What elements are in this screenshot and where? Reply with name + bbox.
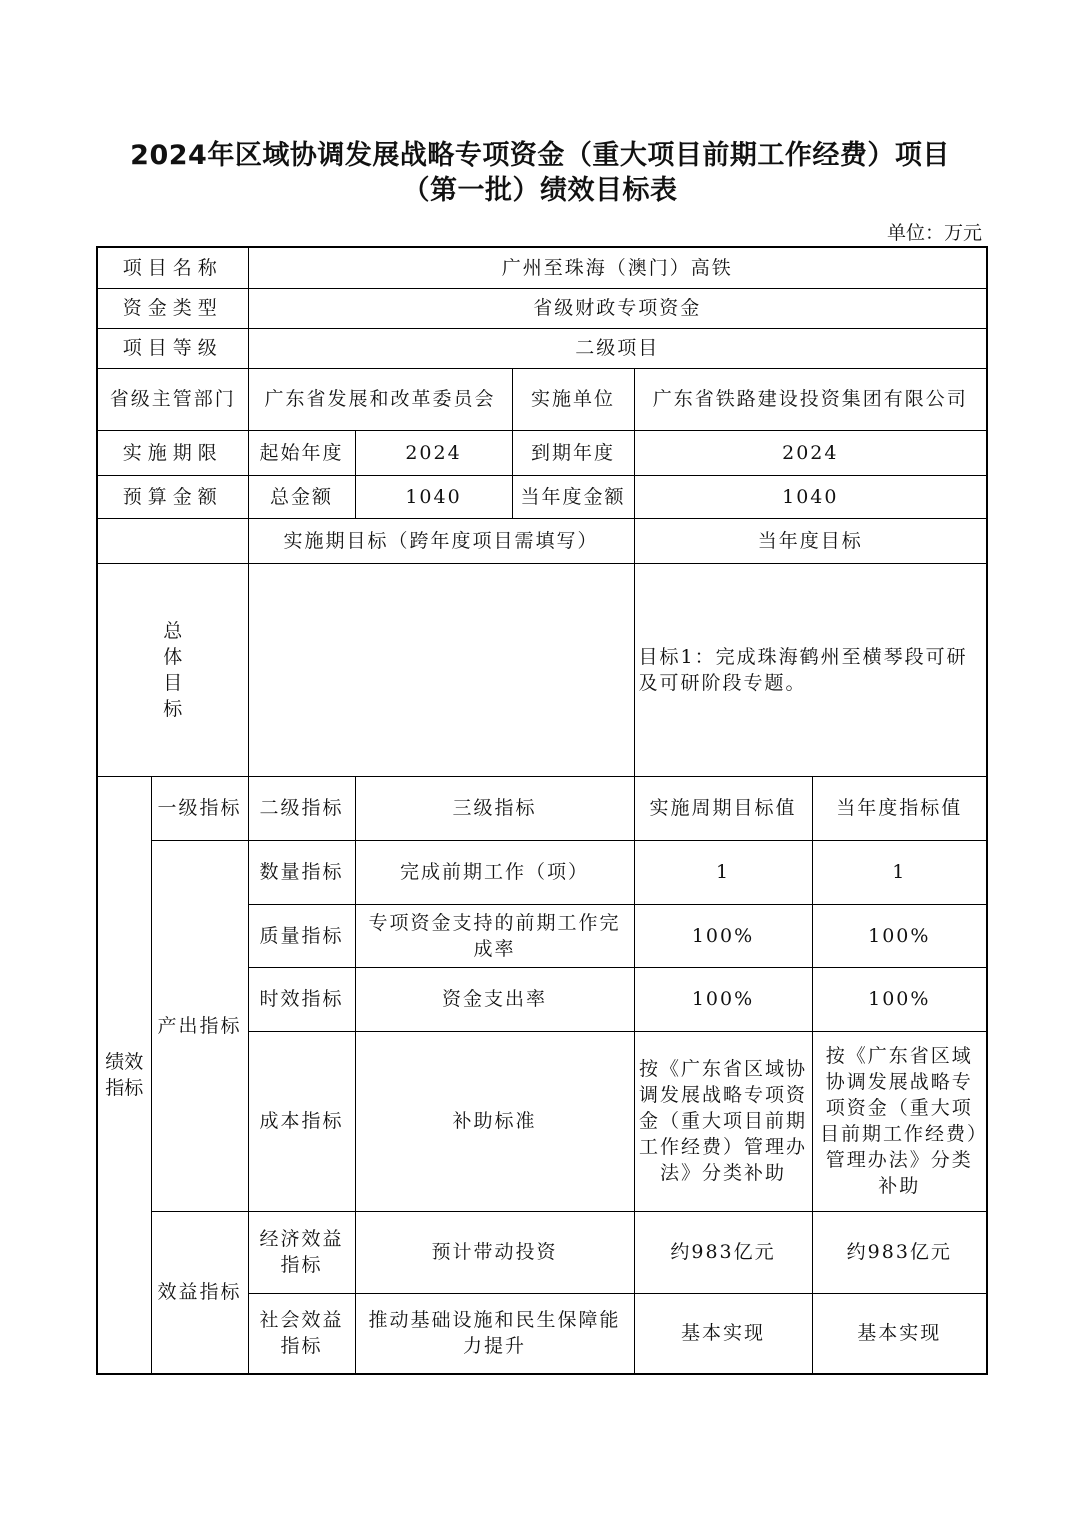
table-row-period-value: 基本实现 (634, 1293, 812, 1374)
table-row-level2: 质量指标 (248, 904, 355, 967)
project-level-value: 二级项目 (248, 328, 987, 368)
year-goal-header: 当年度目标 (634, 518, 987, 563)
performance-indicator-label: 绩效 指标 (97, 776, 151, 1374)
table-row-level3: 专项资金支持的前期工作完成率 (355, 904, 634, 967)
start-year-label: 起始年度 (248, 430, 355, 475)
year-amount-value: 1040 (634, 475, 987, 518)
table-row-year-value: 基本实现 (812, 1293, 987, 1374)
table-row-level3: 完成前期工作（项） (355, 840, 634, 904)
table-row-year-value: 按《广东省区域协调发展战略专项资金（重大项目前期工作经费）管理办法》分类补助 (812, 1031, 987, 1211)
department-label: 省级主管部门 (97, 368, 248, 430)
project-name-label: 项目名称 (97, 247, 248, 288)
table-row-level3: 推动基础设施和民生保障能力提升 (355, 1293, 634, 1374)
table-row-level2: 时效指标 (248, 967, 355, 1031)
department-value: 广东省发展和改革委员会 (248, 368, 512, 430)
period-goal-header: 实施期目标（跨年度项目需填写） (248, 518, 634, 563)
header-level1: 一级指标 (151, 776, 248, 840)
table-row-period-value: 100% (634, 967, 812, 1031)
fund-type-value: 省级财政专项资金 (248, 288, 987, 328)
project-level-label: 项目等级 (97, 328, 248, 368)
title-line-2: （第一批）绩效目标表 (402, 175, 678, 206)
table-row-period-value: 1 (634, 840, 812, 904)
title-line-1: 2024年区域协调发展战略专项资金（重大项目前期工作经费）项目 (130, 140, 950, 171)
year-amount-label: 当年度金额 (512, 475, 634, 518)
start-year-value: 2024 (355, 430, 512, 475)
table-row-year-value: 约983亿元 (812, 1211, 987, 1293)
goal-header-blank (97, 518, 248, 563)
table-row-level3: 预计带动投资 (355, 1211, 634, 1293)
table-row-year-value: 100% (812, 967, 987, 1031)
implementing-unit-label: 实施单位 (512, 368, 634, 430)
table-row-period-value: 约983亿元 (634, 1211, 812, 1293)
overall-goal-label: 总 体 目 标 (97, 563, 248, 776)
table-row-level2: 经济效益指标 (248, 1211, 355, 1293)
table-row-level2: 数量指标 (248, 840, 355, 904)
end-year-label: 到期年度 (512, 430, 634, 475)
page-title (60, 138, 1020, 208)
output-indicator-label: 产出指标 (151, 840, 248, 1211)
table-row-level3: 补助标准 (355, 1031, 634, 1211)
unit-label: 单位：万元 (886, 222, 982, 244)
header-level2: 二级指标 (248, 776, 355, 840)
table-row-year-value: 100% (812, 904, 987, 967)
project-name-value: 广州至珠海（澳门）高铁 (248, 247, 987, 288)
header-year-target: 当年度指标值 (812, 776, 987, 840)
total-amount-label: 总金额 (248, 475, 355, 518)
end-year-value: 2024 (634, 430, 987, 475)
implementing-unit-value: 广东省铁路建设投资集团有限公司 (634, 368, 987, 430)
budget-label: 预算金额 (97, 475, 248, 518)
total-amount-value: 1040 (355, 475, 512, 518)
table-row-level2: 成本指标 (248, 1031, 355, 1211)
table-row-year-value: 1 (812, 840, 987, 904)
table-row-period-value: 100% (634, 904, 812, 967)
performance-target-table (96, 246, 988, 1375)
header-period-target: 实施周期目标值 (634, 776, 812, 840)
period-goal-text (248, 563, 634, 776)
benefit-indicator-label: 效益指标 (151, 1211, 248, 1374)
table-row-level2: 社会效益指标 (248, 1293, 355, 1374)
header-level3: 三级指标 (355, 776, 634, 840)
year-goal-text: 目标1：完成珠海鹤州至横琴段可研及可研阶段专题。 (634, 563, 987, 776)
fund-type-label: 资金类型 (97, 288, 248, 328)
table-row-level3: 资金支出率 (355, 967, 634, 1031)
table-row-period-value: 按《广东省区域协调发展战略专项资金（重大项目前期工作经费）管理办法》分类补助 (634, 1031, 812, 1211)
period-label: 实施期限 (97, 430, 248, 475)
